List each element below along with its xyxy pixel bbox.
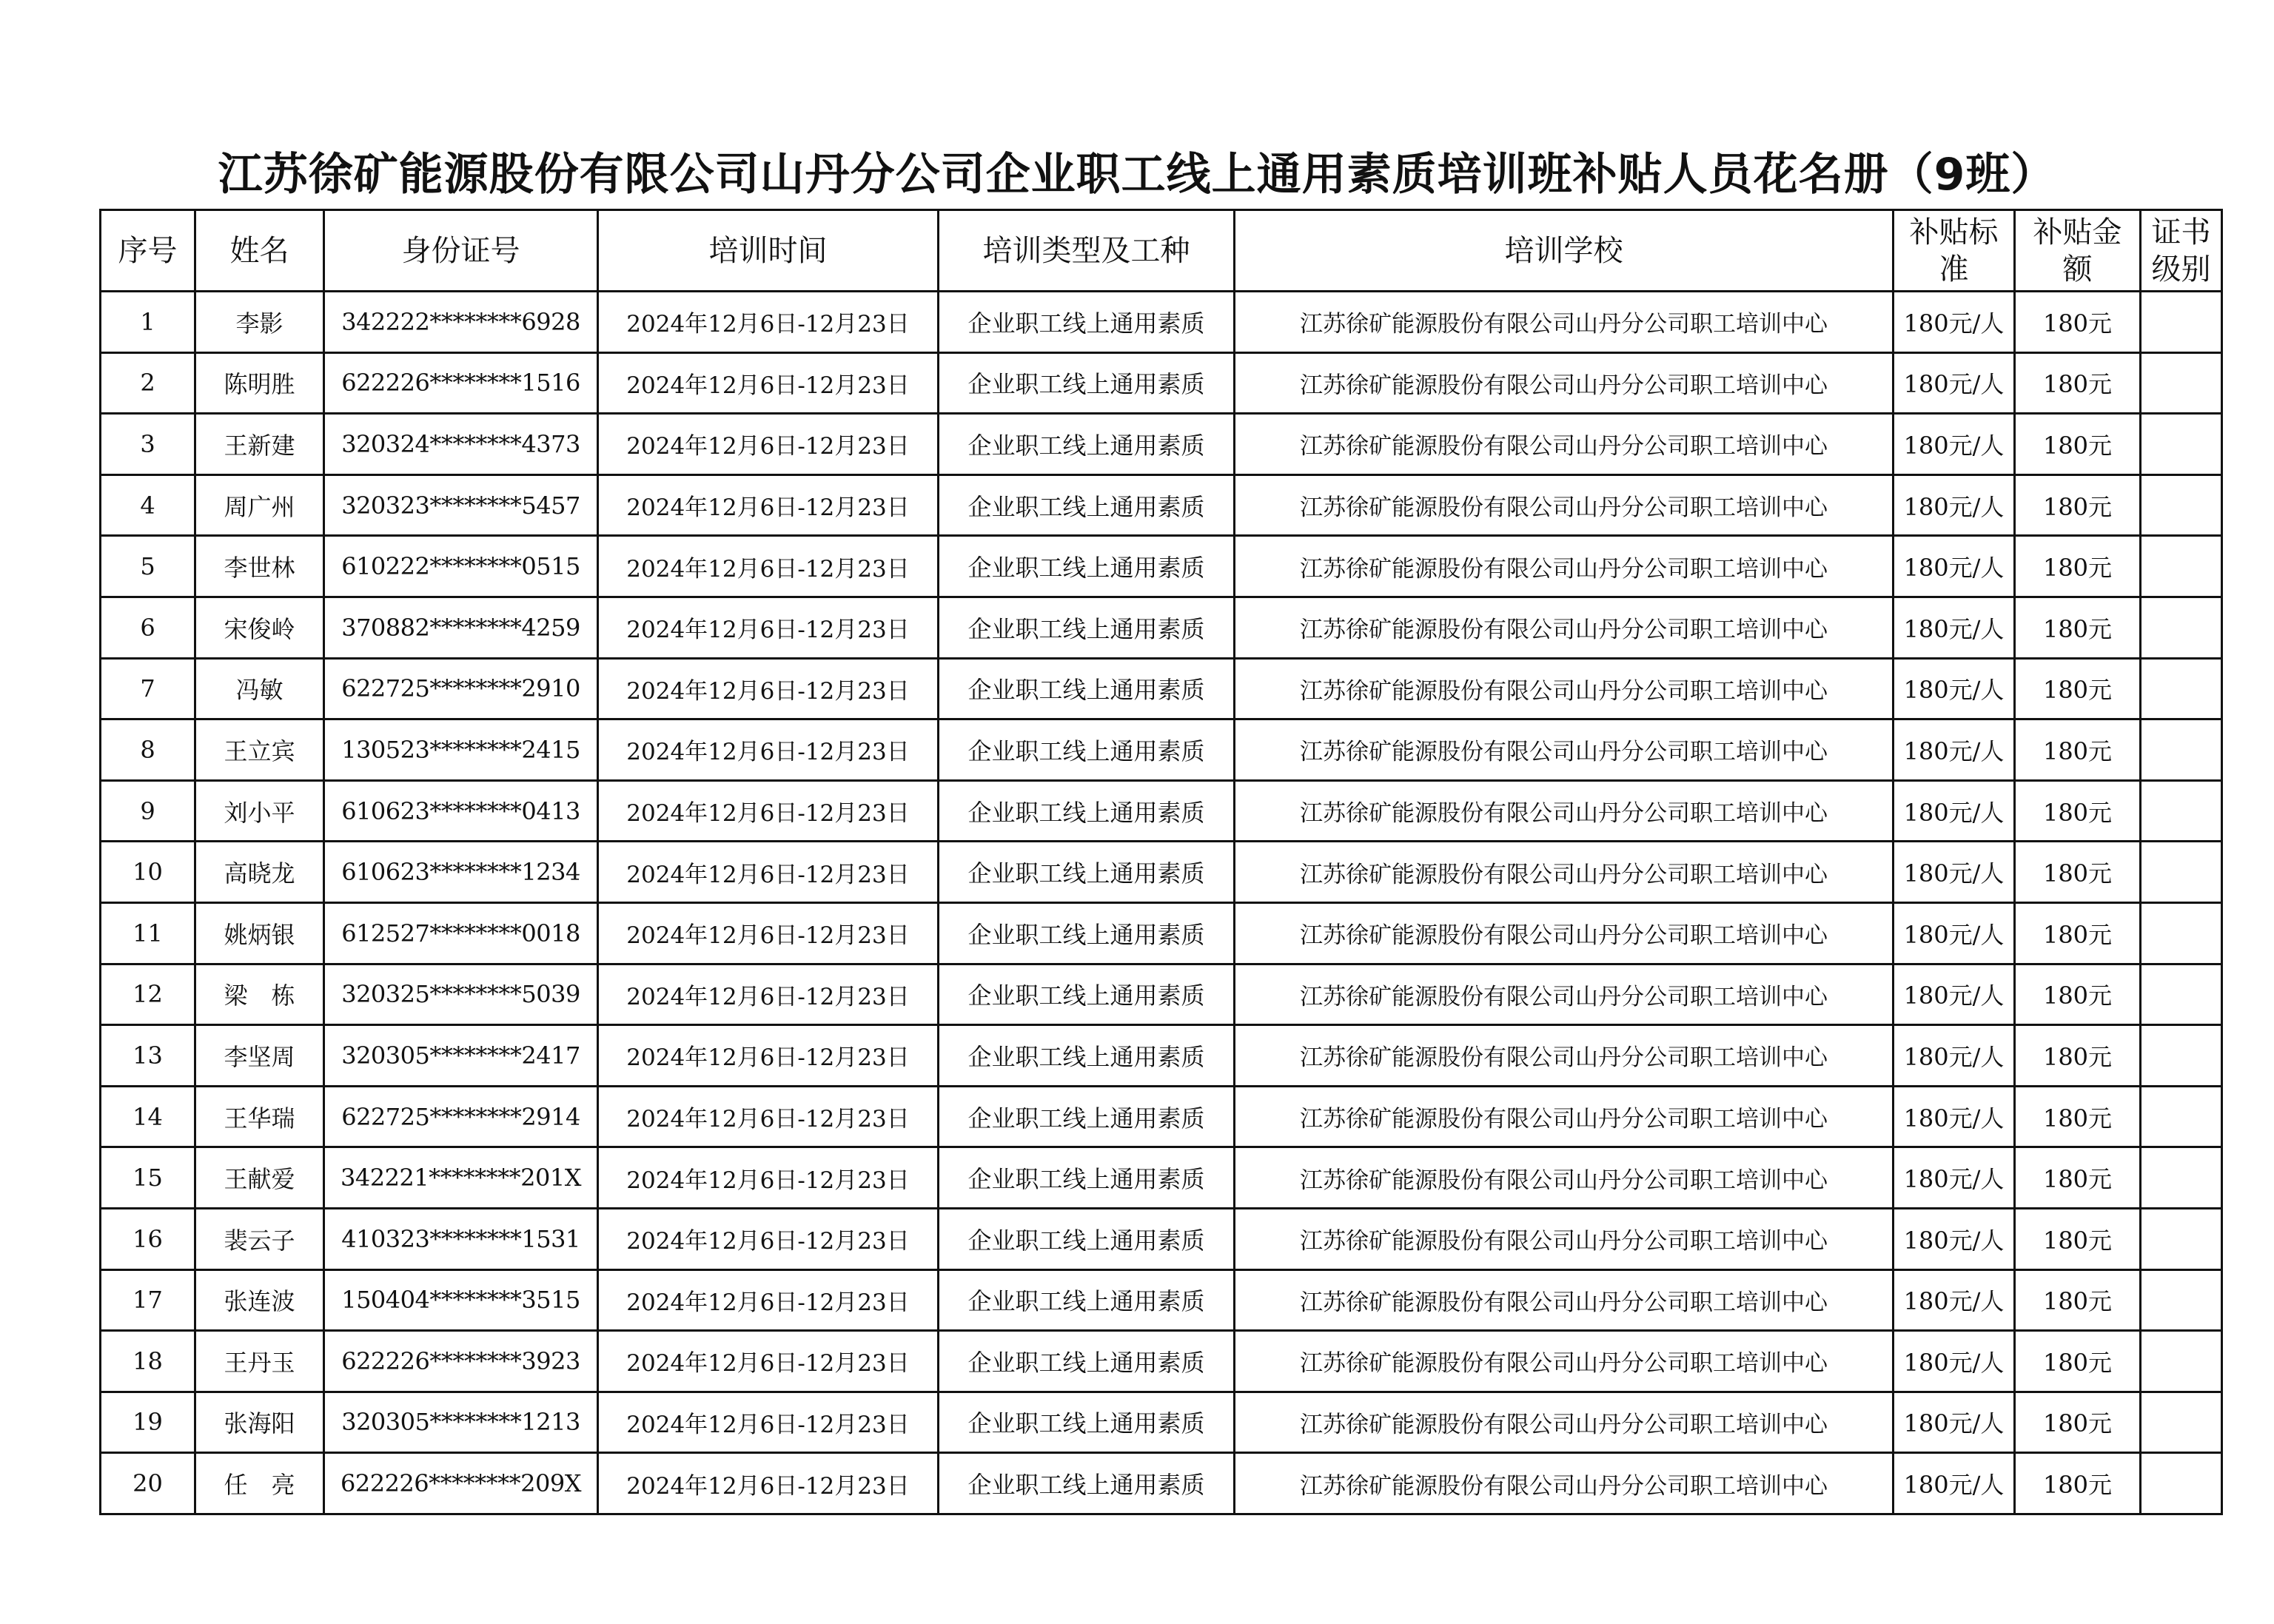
cell-name: 周广州 <box>195 474 324 536</box>
cell-seq: 19 <box>101 1392 195 1453</box>
cell-school: 江苏徐矿能源股份有限公司山丹分公司职工培训中心 <box>1235 780 1894 842</box>
cell-time: 2024年12月6日-12月23日 <box>598 414 939 475</box>
cell-type: 企业职工线上通用素质 <box>939 474 1235 536</box>
cell-type: 企业职工线上通用素质 <box>939 536 1235 597</box>
cell-id: 320305********2417 <box>324 1025 598 1087</box>
cell-type: 企业职工线上通用素质 <box>939 1208 1235 1269</box>
cell-seq: 11 <box>101 902 195 964</box>
cell-amount: 180元 <box>2015 1269 2141 1331</box>
cell-time: 2024年12月6日-12月23日 <box>598 292 939 353</box>
cell-amount: 180元 <box>2015 1208 2141 1269</box>
table-row <box>101 1147 2222 1209</box>
cell-seq: 18 <box>101 1331 195 1392</box>
cell-seq: 3 <box>101 414 195 475</box>
cell-cert <box>2141 658 2222 719</box>
cell-name: 李影 <box>195 292 324 353</box>
cell-cert <box>2141 1025 2222 1087</box>
table-row <box>101 1453 2222 1514</box>
cell-amount: 180元 <box>2015 352 2141 414</box>
cell-type: 企业职工线上通用素质 <box>939 414 1235 475</box>
cell-school: 江苏徐矿能源股份有限公司山丹分公司职工培训中心 <box>1235 719 1894 781</box>
table-row <box>101 414 2222 475</box>
cell-time: 2024年12月6日-12月23日 <box>598 474 939 536</box>
cell-time: 2024年12月6日-12月23日 <box>598 597 939 658</box>
cell-standard: 180元/人 <box>1894 964 2015 1025</box>
cell-amount: 180元 <box>2015 842 2141 903</box>
cell-type: 企业职工线上通用素质 <box>939 658 1235 719</box>
cell-standard: 180元/人 <box>1894 1269 2015 1331</box>
header-row <box>101 210 2222 292</box>
cell-amount: 180元 <box>2015 1392 2141 1453</box>
cell-cert <box>2141 1086 2222 1147</box>
cell-name: 宋俊岭 <box>195 597 324 658</box>
table-row <box>101 658 2222 719</box>
cell-id: 612527********0018 <box>324 902 598 964</box>
cell-amount: 180元 <box>2015 902 2141 964</box>
cell-time: 2024年12月6日-12月23日 <box>598 964 939 1025</box>
cell-type: 企业职工线上通用素质 <box>939 1086 1235 1147</box>
cell-time: 2024年12月6日-12月23日 <box>598 719 939 781</box>
cell-school: 江苏徐矿能源股份有限公司山丹分公司职工培训中心 <box>1235 842 1894 903</box>
cell-amount: 180元 <box>2015 597 2141 658</box>
cell-id: 610623********0413 <box>324 780 598 842</box>
cell-seq: 5 <box>101 536 195 597</box>
cell-amount: 180元 <box>2015 1086 2141 1147</box>
cell-type: 企业职工线上通用素质 <box>939 597 1235 658</box>
cell-cert <box>2141 414 2222 475</box>
cell-type: 企业职工线上通用素质 <box>939 964 1235 1025</box>
cell-type: 企业职工线上通用素质 <box>939 1269 1235 1331</box>
cell-standard: 180元/人 <box>1894 780 2015 842</box>
table-row <box>101 536 2222 597</box>
cell-id: 610222********0515 <box>324 536 598 597</box>
cell-time: 2024年12月6日-12月23日 <box>598 1025 939 1087</box>
cell-time: 2024年12月6日-12月23日 <box>598 780 939 842</box>
cell-amount: 180元 <box>2015 1025 2141 1087</box>
cell-school: 江苏徐矿能源股份有限公司山丹分公司职工培训中心 <box>1235 1086 1894 1147</box>
cell-id: 622725********2914 <box>324 1086 598 1147</box>
page-title: 江苏徐矿能源股份有限公司山丹分公司企业职工线上通用素质培训班补贴人员花名册（9班） <box>218 149 2056 201</box>
cell-id: 320325********5039 <box>324 964 598 1025</box>
cell-amount: 180元 <box>2015 536 2141 597</box>
cell-school: 江苏徐矿能源股份有限公司山丹分公司职工培训中心 <box>1235 597 1894 658</box>
cell-cert <box>2141 1453 2222 1514</box>
cell-time: 2024年12月6日-12月23日 <box>598 1392 939 1453</box>
cell-seq: 1 <box>101 292 195 353</box>
table-row <box>101 842 2222 903</box>
cell-id: 130523********2415 <box>324 719 598 781</box>
cell-time: 2024年12月6日-12月23日 <box>598 536 939 597</box>
cell-school: 江苏徐矿能源股份有限公司山丹分公司职工培训中心 <box>1235 1331 1894 1392</box>
cell-standard: 180元/人 <box>1894 597 2015 658</box>
cell-name: 王华瑞 <box>195 1086 324 1147</box>
cell-amount: 180元 <box>2015 780 2141 842</box>
table-row <box>101 352 2222 414</box>
cell-school: 江苏徐矿能源股份有限公司山丹分公司职工培训中心 <box>1235 658 1894 719</box>
cell-school: 江苏徐矿能源股份有限公司山丹分公司职工培训中心 <box>1235 1453 1894 1514</box>
cell-cert <box>2141 1331 2222 1392</box>
cell-seq: 16 <box>101 1208 195 1269</box>
cell-id: 342222********6928 <box>324 292 598 353</box>
cell-time: 2024年12月6日-12月23日 <box>598 902 939 964</box>
cell-time: 2024年12月6日-12月23日 <box>598 352 939 414</box>
cell-seq: 7 <box>101 658 195 719</box>
cell-school: 江苏徐矿能源股份有限公司山丹分公司职工培训中心 <box>1235 902 1894 964</box>
cell-seq: 17 <box>101 1269 195 1331</box>
cell-seq: 2 <box>101 352 195 414</box>
cell-standard: 180元/人 <box>1894 1025 2015 1087</box>
roster-body <box>101 292 2222 1514</box>
cell-cert <box>2141 1208 2222 1269</box>
table-row <box>101 964 2222 1025</box>
cell-school: 江苏徐矿能源股份有限公司山丹分公司职工培训中心 <box>1235 352 1894 414</box>
cell-name: 冯敏 <box>195 658 324 719</box>
cell-standard: 180元/人 <box>1894 842 2015 903</box>
cell-cert <box>2141 1269 2222 1331</box>
cell-seq: 6 <box>101 597 195 658</box>
header-seq: 序号 <box>101 210 195 292</box>
roster-table <box>99 209 2223 1515</box>
cell-seq: 9 <box>101 780 195 842</box>
cell-name: 李坚周 <box>195 1025 324 1087</box>
cell-cert <box>2141 842 2222 903</box>
cell-name: 王立宾 <box>195 719 324 781</box>
cell-type: 企业职工线上通用素质 <box>939 352 1235 414</box>
cell-seq: 10 <box>101 842 195 903</box>
cell-type: 企业职工线上通用素质 <box>939 842 1235 903</box>
cell-name: 张连波 <box>195 1269 324 1331</box>
cell-seq: 20 <box>101 1453 195 1514</box>
cell-amount: 180元 <box>2015 292 2141 353</box>
cell-amount: 180元 <box>2015 1147 2141 1209</box>
cell-seq: 4 <box>101 474 195 536</box>
cell-type: 企业职工线上通用素质 <box>939 1331 1235 1392</box>
cell-id: 150404********3515 <box>324 1269 598 1331</box>
table-row <box>101 780 2222 842</box>
cell-name: 梁 栋 <box>195 964 324 1025</box>
cell-id: 342221********201X <box>324 1147 598 1209</box>
table-row <box>101 597 2222 658</box>
cell-cert <box>2141 780 2222 842</box>
table-row <box>101 292 2222 353</box>
header-id: 身份证号 <box>324 210 598 292</box>
cell-standard: 180元/人 <box>1894 902 2015 964</box>
cell-cert <box>2141 1147 2222 1209</box>
cell-standard: 180元/人 <box>1894 1208 2015 1269</box>
cell-id: 370882********4259 <box>324 597 598 658</box>
cell-school: 江苏徐矿能源股份有限公司山丹分公司职工培训中心 <box>1235 1208 1894 1269</box>
cell-standard: 180元/人 <box>1894 414 2015 475</box>
cell-id: 320305********1213 <box>324 1392 598 1453</box>
cell-name: 李世林 <box>195 536 324 597</box>
cell-id: 622725********2910 <box>324 658 598 719</box>
cell-id: 320324********4373 <box>324 414 598 475</box>
cell-time: 2024年12月6日-12月23日 <box>598 842 939 903</box>
cell-cert <box>2141 964 2222 1025</box>
cell-name: 王新建 <box>195 414 324 475</box>
cell-amount: 180元 <box>2015 964 2141 1025</box>
cell-type: 企业职工线上通用素质 <box>939 1147 1235 1209</box>
header-name: 姓名 <box>195 210 324 292</box>
cell-amount: 180元 <box>2015 1453 2141 1514</box>
cell-cert <box>2141 474 2222 536</box>
cell-time: 2024年12月6日-12月23日 <box>598 1331 939 1392</box>
cell-cert <box>2141 352 2222 414</box>
table-row <box>101 1331 2222 1392</box>
cell-seq: 15 <box>101 1147 195 1209</box>
cell-amount: 180元 <box>2015 1331 2141 1392</box>
cell-cert <box>2141 292 2222 353</box>
cell-amount: 180元 <box>2015 414 2141 475</box>
cell-standard: 180元/人 <box>1894 352 2015 414</box>
cell-amount: 180元 <box>2015 474 2141 536</box>
table-row <box>101 719 2222 781</box>
cell-time: 2024年12月6日-12月23日 <box>598 1269 939 1331</box>
cell-name: 姚炳银 <box>195 902 324 964</box>
cell-name: 裴云子 <box>195 1208 324 1269</box>
header-time: 培训时间 <box>598 210 939 292</box>
cell-school: 江苏徐矿能源股份有限公司山丹分公司职工培训中心 <box>1235 474 1894 536</box>
cell-type: 企业职工线上通用素质 <box>939 1025 1235 1087</box>
cell-type: 企业职工线上通用素质 <box>939 292 1235 353</box>
cell-cert <box>2141 902 2222 964</box>
cell-time: 2024年12月6日-12月23日 <box>598 1147 939 1209</box>
cell-school: 江苏徐矿能源股份有限公司山丹分公司职工培训中心 <box>1235 1269 1894 1331</box>
header-standard: 补贴标准 <box>1894 210 2015 292</box>
cell-cert <box>2141 536 2222 597</box>
cell-type: 企业职工线上通用素质 <box>939 719 1235 781</box>
cell-seq: 13 <box>101 1025 195 1087</box>
cell-amount: 180元 <box>2015 658 2141 719</box>
table-row <box>101 1392 2222 1453</box>
cell-school: 江苏徐矿能源股份有限公司山丹分公司职工培训中心 <box>1235 536 1894 597</box>
header-type: 培训类型及工种 <box>939 210 1235 292</box>
cell-name: 王献爱 <box>195 1147 324 1209</box>
cell-seq: 14 <box>101 1086 195 1147</box>
cell-id: 622226********3923 <box>324 1331 598 1392</box>
cell-name: 王丹玉 <box>195 1331 324 1392</box>
cell-school: 江苏徐矿能源股份有限公司山丹分公司职工培训中心 <box>1235 414 1894 475</box>
cell-type: 企业职工线上通用素质 <box>939 902 1235 964</box>
table-row <box>101 1269 2222 1331</box>
cell-name: 张海阳 <box>195 1392 324 1453</box>
cell-standard: 180元/人 <box>1894 1392 2015 1453</box>
cell-name: 刘小平 <box>195 780 324 842</box>
cell-time: 2024年12月6日-12月23日 <box>598 1453 939 1514</box>
cell-standard: 180元/人 <box>1894 292 2015 353</box>
cell-id: 622226********209X <box>324 1453 598 1514</box>
cell-school: 江苏徐矿能源股份有限公司山丹分公司职工培训中心 <box>1235 1025 1894 1087</box>
cell-time: 2024年12月6日-12月23日 <box>598 1208 939 1269</box>
cell-cert <box>2141 719 2222 781</box>
cell-id: 320323********5457 <box>324 474 598 536</box>
cell-standard: 180元/人 <box>1894 1453 2015 1514</box>
cell-standard: 180元/人 <box>1894 1147 2015 1209</box>
cell-name: 陈明胜 <box>195 352 324 414</box>
cell-standard: 180元/人 <box>1894 1331 2015 1392</box>
cell-seq: 8 <box>101 719 195 781</box>
cell-time: 2024年12月6日-12月23日 <box>598 1086 939 1147</box>
cell-standard: 180元/人 <box>1894 474 2015 536</box>
cell-standard: 180元/人 <box>1894 658 2015 719</box>
cell-cert <box>2141 1392 2222 1453</box>
cell-standard: 180元/人 <box>1894 536 2015 597</box>
cell-school: 江苏徐矿能源股份有限公司山丹分公司职工培训中心 <box>1235 1392 1894 1453</box>
header-cert: 证书级别 <box>2141 210 2222 292</box>
cell-seq: 12 <box>101 964 195 1025</box>
cell-id: 622226********1516 <box>324 352 598 414</box>
cell-school: 江苏徐矿能源股份有限公司山丹分公司职工培训中心 <box>1235 964 1894 1025</box>
header-amount: 补贴金额 <box>2015 210 2141 292</box>
table-row <box>101 1086 2222 1147</box>
header-school: 培训学校 <box>1235 210 1894 292</box>
cell-type: 企业职工线上通用素质 <box>939 780 1235 842</box>
table-row <box>101 902 2222 964</box>
cell-name: 高晓龙 <box>195 842 324 903</box>
cell-amount: 180元 <box>2015 719 2141 781</box>
cell-name: 任 亮 <box>195 1453 324 1514</box>
table-row <box>101 474 2222 536</box>
table-row <box>101 1208 2222 1269</box>
table-row <box>101 1025 2222 1087</box>
cell-school: 江苏徐矿能源股份有限公司山丹分公司职工培训中心 <box>1235 292 1894 353</box>
cell-time: 2024年12月6日-12月23日 <box>598 658 939 719</box>
cell-cert <box>2141 597 2222 658</box>
cell-standard: 180元/人 <box>1894 1086 2015 1147</box>
cell-type: 企业职工线上通用素质 <box>939 1453 1235 1514</box>
cell-type: 企业职工线上通用素质 <box>939 1392 1235 1453</box>
cell-school: 江苏徐矿能源股份有限公司山丹分公司职工培训中心 <box>1235 1147 1894 1209</box>
cell-standard: 180元/人 <box>1894 719 2015 781</box>
cell-id: 410323********1531 <box>324 1208 598 1269</box>
cell-id: 610623********1234 <box>324 842 598 903</box>
